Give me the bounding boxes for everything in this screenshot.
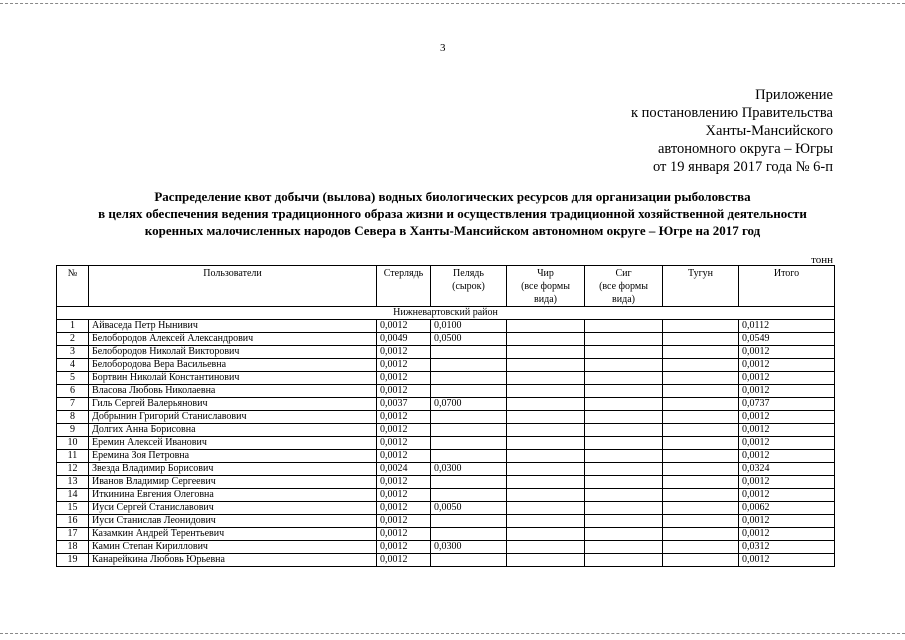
row-user-name: Еремина Зоя Петровна <box>89 450 377 463</box>
header-sig-line: (все формы <box>599 281 648 292</box>
row-total: 0,0549 <box>739 333 835 346</box>
header-tugun: Тугун <box>663 266 739 307</box>
row-chir <box>507 385 585 398</box>
row-peled <box>431 450 507 463</box>
row-total: 0,0737 <box>739 398 835 411</box>
row-user-name: Камин Степан Кириллович <box>89 541 377 554</box>
row-chir <box>507 463 585 476</box>
header-chir-line: вида) <box>534 294 557 305</box>
table-row <box>57 437 835 450</box>
row-sig <box>585 411 663 424</box>
table-row <box>57 554 835 567</box>
row-sterlet: 0,0012 <box>377 450 431 463</box>
row-peled <box>431 372 507 385</box>
row-sterlet: 0,0012 <box>377 359 431 372</box>
row-chir <box>507 424 585 437</box>
row-sig <box>585 320 663 333</box>
title-line: коренных малочисленных народов Севера в Ханты-Мансийском автономном округе – Югре на 2017 год <box>144 223 761 238</box>
table-row <box>57 372 835 385</box>
row-tugun <box>663 385 739 398</box>
title-line: в целях обеспечения ведения традиционного образа жизни и осуществления традиционной хозяйственной деятельности <box>98 206 807 221</box>
row-user-name: Белобородова Вера Васильевна <box>89 359 377 372</box>
row-tugun <box>663 463 739 476</box>
row-chir <box>507 476 585 489</box>
row-tugun <box>663 515 739 528</box>
row-chir <box>507 320 585 333</box>
row-tugun <box>663 320 739 333</box>
header-chir <box>507 266 585 307</box>
header-sterlet: Стерлядь <box>377 266 431 307</box>
row-chir <box>507 372 585 385</box>
row-sterlet: 0,0012 <box>377 554 431 567</box>
row-tugun <box>663 476 739 489</box>
row-user-name: Иванов Владимир Сергеевич <box>89 476 377 489</box>
row-sig <box>585 515 663 528</box>
row-total: 0,0012 <box>739 515 835 528</box>
header-chir-line: Чир <box>537 268 554 279</box>
row-sig <box>585 346 663 359</box>
row-number: 18 <box>57 541 89 554</box>
row-user-name: Канарейкина Любовь Юрьевна <box>89 554 377 567</box>
row-sterlet: 0,0037 <box>377 398 431 411</box>
appendix-block <box>631 86 833 176</box>
row-peled <box>431 385 507 398</box>
header-peled-line: (сырок) <box>452 281 485 292</box>
row-tugun <box>663 437 739 450</box>
row-number: 17 <box>57 528 89 541</box>
row-chir <box>507 333 585 346</box>
header-peled <box>431 266 507 307</box>
header-peled-line: Пелядь <box>453 268 484 279</box>
row-tugun <box>663 424 739 437</box>
row-sig <box>585 463 663 476</box>
row-tugun <box>663 450 739 463</box>
row-sterlet: 0,0012 <box>377 502 431 515</box>
units-label: тонн <box>811 254 833 266</box>
row-user-name: Белобородов Николай Викторович <box>89 346 377 359</box>
row-peled <box>431 489 507 502</box>
appendix-line: Приложение <box>755 87 833 103</box>
row-sterlet: 0,0012 <box>377 346 431 359</box>
row-tugun <box>663 333 739 346</box>
row-peled: 0,0300 <box>431 463 507 476</box>
district-row <box>57 307 835 320</box>
row-number: 19 <box>57 554 89 567</box>
row-sterlet: 0,0012 <box>377 424 431 437</box>
row-sterlet: 0,0012 <box>377 411 431 424</box>
row-sterlet: 0,0012 <box>377 385 431 398</box>
row-sterlet: 0,0012 <box>377 515 431 528</box>
row-number: 5 <box>57 372 89 385</box>
row-total: 0,0012 <box>739 385 835 398</box>
row-sig <box>585 372 663 385</box>
row-sig <box>585 333 663 346</box>
row-peled: 0,0300 <box>431 541 507 554</box>
district-name: Нижневартовский район <box>57 307 835 320</box>
row-total: 0,0012 <box>739 372 835 385</box>
table-row <box>57 476 835 489</box>
row-peled <box>431 528 507 541</box>
row-number: 12 <box>57 463 89 476</box>
row-sig <box>585 528 663 541</box>
row-peled <box>431 346 507 359</box>
row-number: 15 <box>57 502 89 515</box>
row-user-name: Айваседа Петр Нынивич <box>89 320 377 333</box>
table-row <box>57 541 835 554</box>
table-row <box>57 502 835 515</box>
row-tugun <box>663 346 739 359</box>
row-sig <box>585 359 663 372</box>
row-user-name: Звезда Владимир Борисович <box>89 463 377 476</box>
row-sterlet: 0,0012 <box>377 372 431 385</box>
table-row <box>57 411 835 424</box>
row-user-name: Иуси Станислав Леонидович <box>89 515 377 528</box>
row-chir <box>507 489 585 502</box>
table-header-row <box>57 266 835 307</box>
row-peled: 0,0050 <box>431 502 507 515</box>
row-number: 16 <box>57 515 89 528</box>
scan-top-edge <box>0 3 905 5</box>
table-row <box>57 346 835 359</box>
table-row <box>57 333 835 346</box>
row-sterlet: 0,0012 <box>377 320 431 333</box>
row-tugun <box>663 554 739 567</box>
row-peled: 0,0700 <box>431 398 507 411</box>
row-number: 11 <box>57 450 89 463</box>
table-row <box>57 359 835 372</box>
row-number: 1 <box>57 320 89 333</box>
row-sterlet: 0,0012 <box>377 528 431 541</box>
header-chir-line: (все формы <box>521 281 570 292</box>
row-number: 6 <box>57 385 89 398</box>
appendix-line: Ханты-Мансийского <box>705 123 833 139</box>
title-line: Распределение квот добычи (вылова) водных биологических ресурсов для организации рыболовства <box>154 189 751 204</box>
row-number: 4 <box>57 359 89 372</box>
row-tugun <box>663 372 739 385</box>
row-total: 0,0012 <box>739 489 835 502</box>
row-tugun <box>663 489 739 502</box>
row-total: 0,0324 <box>739 463 835 476</box>
row-peled <box>431 476 507 489</box>
row-user-name: Бортвин Николай Константинович <box>89 372 377 385</box>
scan-bottom-edge <box>0 633 905 635</box>
row-number: 7 <box>57 398 89 411</box>
row-peled: 0,0500 <box>431 333 507 346</box>
row-chir <box>507 528 585 541</box>
row-chir <box>507 541 585 554</box>
row-peled <box>431 437 507 450</box>
row-chir <box>507 554 585 567</box>
appendix-line: к постановлению Правительства <box>631 105 833 121</box>
header-sig <box>585 266 663 307</box>
row-total: 0,0112 <box>739 320 835 333</box>
table-row <box>57 398 835 411</box>
row-chir <box>507 450 585 463</box>
row-sig <box>585 554 663 567</box>
row-number: 14 <box>57 489 89 502</box>
row-chir <box>507 437 585 450</box>
row-total: 0,0012 <box>739 450 835 463</box>
row-user-name: Иткинина Евгения Олеговна <box>89 489 377 502</box>
row-number: 9 <box>57 424 89 437</box>
row-number: 10 <box>57 437 89 450</box>
row-tugun <box>663 502 739 515</box>
row-chir <box>507 515 585 528</box>
row-user-name: Власова Любовь Николаевна <box>89 385 377 398</box>
table-row <box>57 489 835 502</box>
row-user-name: Долгих Анна Борисовна <box>89 424 377 437</box>
table-row <box>57 463 835 476</box>
row-user-name: Казамкин Андрей Терентьевич <box>89 528 377 541</box>
row-sterlet: 0,0012 <box>377 437 431 450</box>
appendix-line: автономного округа – Югры <box>657 141 833 157</box>
row-number: 8 <box>57 411 89 424</box>
row-chir <box>507 398 585 411</box>
row-sterlet: 0,0012 <box>377 476 431 489</box>
row-total: 0,0312 <box>739 541 835 554</box>
row-tugun <box>663 528 739 541</box>
row-sterlet: 0,0012 <box>377 489 431 502</box>
page-number: 3 <box>440 42 446 54</box>
appendix-line: от 19 января 2017 года № 6-п <box>653 159 833 175</box>
row-peled <box>431 515 507 528</box>
row-sig <box>585 476 663 489</box>
table-row <box>57 450 835 463</box>
row-total: 0,0012 <box>739 424 835 437</box>
table-row <box>57 528 835 541</box>
row-peled <box>431 359 507 372</box>
row-sig <box>585 385 663 398</box>
row-sig <box>585 541 663 554</box>
row-total: 0,0012 <box>739 437 835 450</box>
row-user-name: Гиль Сергей Валерьянович <box>89 398 377 411</box>
row-number: 3 <box>57 346 89 359</box>
row-peled <box>431 411 507 424</box>
document-title <box>40 188 865 239</box>
row-chir <box>507 411 585 424</box>
header-num: № <box>57 266 89 307</box>
header-total: Итого <box>739 266 835 307</box>
row-total: 0,0012 <box>739 359 835 372</box>
row-total: 0,0012 <box>739 554 835 567</box>
row-sig <box>585 450 663 463</box>
row-tugun <box>663 398 739 411</box>
row-total: 0,0012 <box>739 476 835 489</box>
quota-table <box>56 265 835 567</box>
row-number: 13 <box>57 476 89 489</box>
header-users: Пользователи <box>89 266 377 307</box>
row-peled: 0,0100 <box>431 320 507 333</box>
row-sterlet: 0,0012 <box>377 541 431 554</box>
table-row <box>57 424 835 437</box>
row-sig <box>585 489 663 502</box>
row-number: 2 <box>57 333 89 346</box>
row-tugun <box>663 541 739 554</box>
row-total: 0,0012 <box>739 346 835 359</box>
row-sig <box>585 398 663 411</box>
row-user-name: Добрынин Григорий Станиславович <box>89 411 377 424</box>
table-row <box>57 515 835 528</box>
row-peled <box>431 424 507 437</box>
row-chir <box>507 346 585 359</box>
row-sig <box>585 437 663 450</box>
row-sig <box>585 502 663 515</box>
row-total: 0,0062 <box>739 502 835 515</box>
header-sig-line: вида) <box>612 294 635 305</box>
row-sterlet: 0,0049 <box>377 333 431 346</box>
row-tugun <box>663 359 739 372</box>
row-sterlet: 0,0024 <box>377 463 431 476</box>
row-total: 0,0012 <box>739 411 835 424</box>
table-row <box>57 385 835 398</box>
header-sig-line: Сиг <box>615 268 632 279</box>
row-user-name: Иуси Сергей Станиславович <box>89 502 377 515</box>
row-chir <box>507 502 585 515</box>
row-sig <box>585 424 663 437</box>
row-total: 0,0012 <box>739 528 835 541</box>
row-peled <box>431 554 507 567</box>
table-row <box>57 320 835 333</box>
row-chir <box>507 359 585 372</box>
row-user-name: Еремин Алексей Иванович <box>89 437 377 450</box>
row-user-name: Белобородов Алексей Александрович <box>89 333 377 346</box>
row-tugun <box>663 411 739 424</box>
